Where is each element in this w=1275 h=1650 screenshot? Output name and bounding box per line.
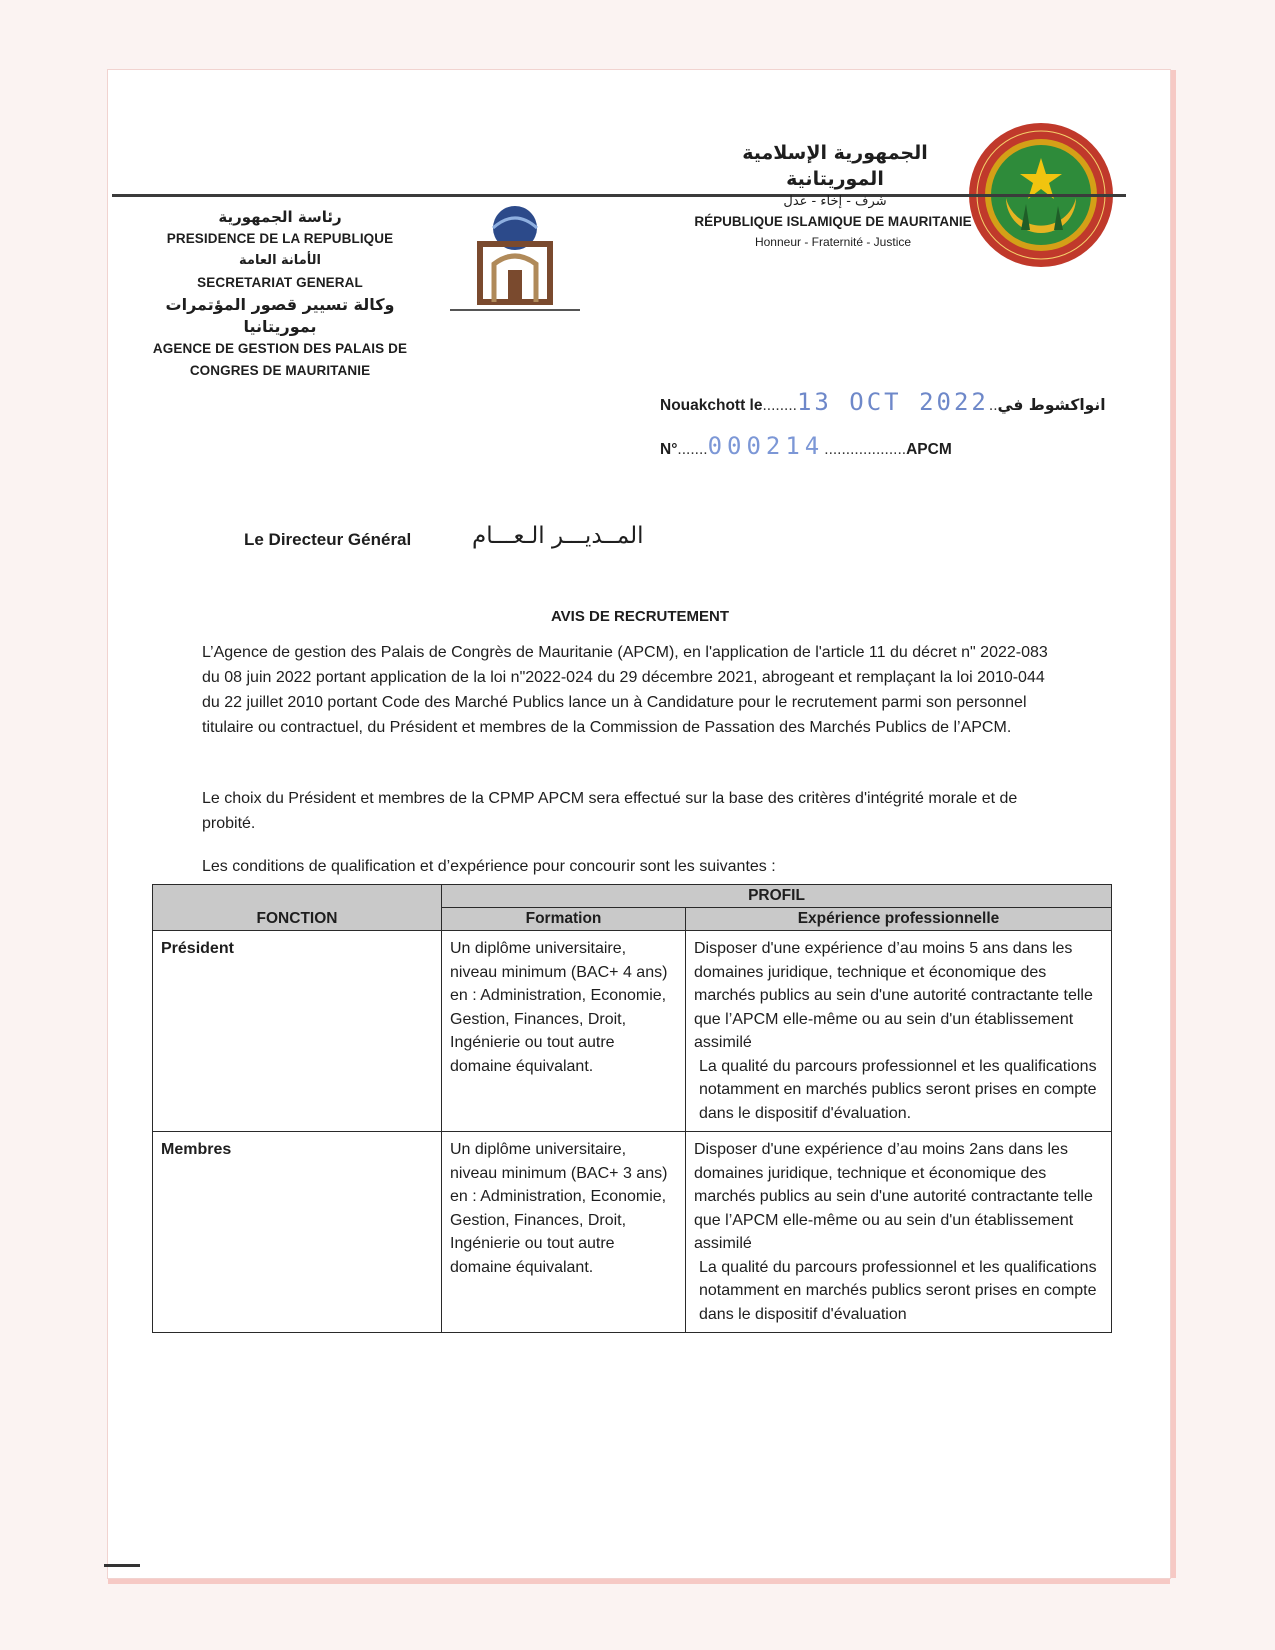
number-label: N°: [660, 441, 678, 458]
header-experience: Expérience professionnelle: [686, 908, 1112, 931]
number-dots: .......: [677, 441, 708, 458]
qualification-table: [152, 884, 1112, 1333]
secretariat-ar: الأمانة العامة: [239, 253, 321, 268]
reference-number-line: [660, 432, 952, 460]
table-row: [153, 931, 1112, 1132]
row-fonction: Membres: [153, 1132, 442, 1333]
agency-ar: وكالة تسيير قصور المؤتمرات بموريتانيا: [165, 295, 395, 336]
header-formation: Formation: [442, 908, 686, 931]
header-right-fr: [688, 214, 978, 249]
secretariat-fr: SECRETARIAT GENERAL: [197, 275, 363, 290]
experience-evaluation: La qualité du parcours professionnel et les qualifications notamment en marchés publics seront prises en compte dans le dispositif d'évaluation.: [699, 1057, 1097, 1122]
motto-ar: شرف - إخاء - عدل: [783, 194, 887, 209]
header-right-ar: [700, 140, 970, 212]
motto-fr: Honneur - Fraternité - Justice: [754, 235, 912, 249]
number-stamp: 000214: [707, 432, 825, 460]
director-general-fr: Le Directeur Général: [244, 530, 412, 549]
table-row: [153, 1132, 1112, 1333]
paragraph-intro: L’Agence de gestion des Palais de Congrès de Mauritanie (APCM), en l'application de l'article 11 du décret n" 2022-083 du 08 juin 2022 portant application de la loi n"2022-024 du 29 décembre 2021, abrogeant et remplaçant la loi 2010-044 du 22 juillet 2010 portant Code des Marché Publics lance un à Candidature pour le recrutement parmi son personnel titulaire ou contractuel, du Président et membres de la Commission de Passation des Marchés Publics de l’APCM.: [202, 644, 1048, 736]
place-label: Nouakchott le: [660, 397, 763, 414]
experience-requirement: Disposer d'une expérience d’au moins 5 ans dans les domaines juridique, technique et économique des marchés publics au sein d'une autorité contractante telle que l’APCM elle-même ou au sein d'un établissement assimilé: [694, 940, 1093, 1051]
experience-evaluation: La qualité du parcours professionnel et les qualifications notamment en marchés publics seront prises en compte dans le dispositif d'évaluation: [699, 1258, 1097, 1323]
presidency-ar: رئاسة الجمهورية: [218, 208, 342, 226]
row-experience: [686, 931, 1112, 1132]
date-line: [660, 388, 1106, 416]
header-fonction: FONCTION: [153, 885, 442, 931]
presidency-fr: PRESIDENCE DE LA REPUBLIQUE: [166, 231, 394, 246]
experience-requirement: Disposer d'une expérience d’au moins 2ans dans les domaines juridique, technique et économique des marchés publics au sein d'une autorité contractante telle que l’APCM elle-même ou au sein d'un établissement assimilé: [694, 1141, 1093, 1252]
document-title: AVIS DE RECRUTEMENT: [550, 608, 730, 625]
header-left: [130, 206, 430, 382]
place-ar: انواكشوط في: [997, 396, 1106, 414]
header-rule: [112, 194, 1126, 197]
agency-fr-line2: CONGRES DE MAURITANIE: [189, 363, 371, 378]
paragraph-conditions: Les conditions de qualification et d’expérience pour concourir sont les suivantes :: [202, 858, 776, 875]
row-experience: [686, 1132, 1112, 1333]
number-suffix: APCM: [906, 441, 952, 458]
date-dots-2: ..: [988, 397, 998, 414]
republic-ar: الجمهورية الإسلامية الموريتانية: [742, 142, 928, 190]
agency-logo-icon: [430, 198, 600, 358]
number-dots-2: ...................: [824, 441, 907, 458]
table-header-row: [153, 885, 1112, 908]
director-general-ar: المــديـــر الـعـــام: [472, 523, 644, 549]
header-profil: PROFIL: [442, 885, 1112, 908]
date-stamp: 13 OCT 2022: [796, 388, 989, 416]
paragraph-criteria: Le choix du Président et membres de la CPMP APCM sera effectué sur la base des critères d'intégrité morale et de probité.: [202, 790, 1018, 832]
row-formation: Un diplôme universitaire, niveau minimum (BAC+ 3 ans) en : Administration, Economie, Gestion, Finances, Droit, Ingénierie ou tout autre domaine équivalant.: [442, 1132, 686, 1333]
row-formation: Un diplôme universitaire, niveau minimum (BAC+ 4 ans) en : Administration, Economie, Gestion, Finances, Droit, Ingénierie ou tout autre domaine équivalant.: [442, 931, 686, 1132]
row-fonction: Président: [153, 931, 442, 1132]
date-dots: ........: [762, 397, 797, 414]
scan-edge-mark: [104, 1564, 140, 1567]
republic-fr: RÉPUBLIQUE ISLAMIQUE DE MAURITANIE: [694, 214, 972, 229]
agency-fr-line1: AGENCE DE GESTION DES PALAIS DE: [152, 341, 408, 356]
